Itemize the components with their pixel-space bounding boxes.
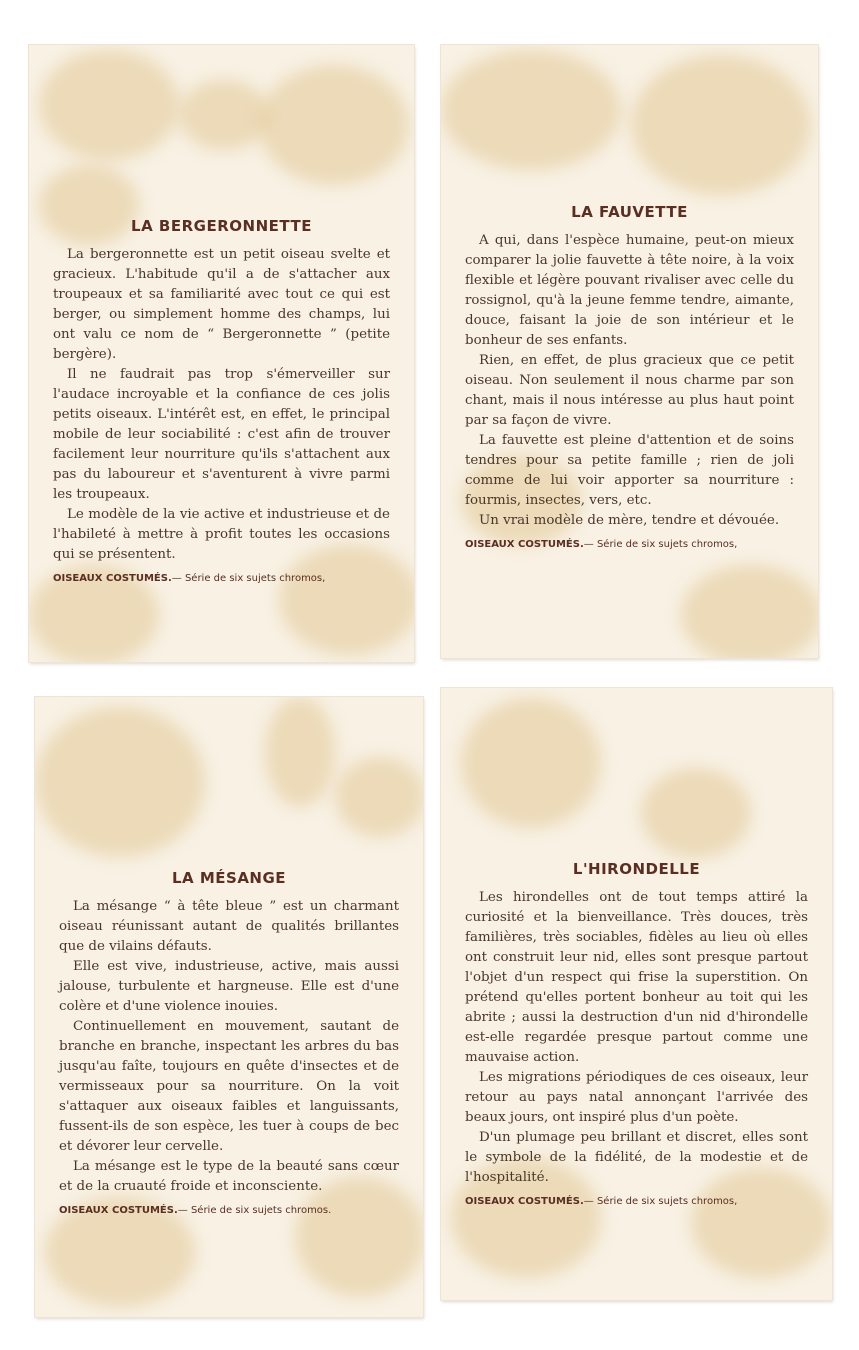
paragraph: Le modèle de la vie active et industrieuse et de l'habileté à mettre à profit toutes les occasions qui se présentent. (53, 507, 390, 562)
paragraph: Continuellement en mouvement, sautant de branche en branche, inspectant les arbres du bas jusqu'au faîte, toujours en quête d'insectes et de vermisseaux pour sa nourriture. On la voit s'attaquer aux oiseaux faibles et languissants, fussent-ils de son espèce, les tuer à coups de bec et dévorer leur cervelle. (59, 1019, 399, 1154)
paragraph: Rien, en effet, de plus gracieux que ce petit oiseau. Non seulement il nous charme par son chant, mais il nous intéresse au plus haut point par sa façon de vivre. (465, 353, 794, 428)
paragraph: Les hirondelles ont de tout temps attiré la curiosité et la bienveillance. Très douces, très familières, très sociables, fidèles au lieu où elles ont construit leur nid, elles sont presque partout l'objet d'un respect qui frise la superstition. On prétend qu'elles portent bonheur au toit qui les abrite ; aussi la destruction d'un nid d'hirondelle est-elle regardée presque partout comme une mauvaise action. (465, 890, 808, 1065)
footer-series: OISEAUX COSTUMÉS. (465, 539, 584, 550)
paragraph: Les migrations périodiques de ces oiseaux, leur retour au pays natal annonçant l'arrivée des beaux jours, ont inspiré plus d'un poète. (465, 1070, 808, 1125)
paragraph: La bergeronnette est un petit oiseau svelte et gracieux. L'habitude qu'il a de s'attacher aux troupeaux et sa familiarité avec tout ce qui est berger, ou simplement homme des champs, lui ont valu ce nom de “ Bergeronnette ” (petite bergère). (53, 247, 390, 362)
paragraph: Il ne faudrait pas trop s'émerveiller sur l'audace incroyable et la confiance de ces jolis petits oiseaux. L'intérêt est, en effet, le principal mobile de leur sociabilité : c'est afin de trouver facilement leur nourriture qu'ils s'attachent aux pas du laboureur et s'aventurent à vivre parmi les troupeaux. (53, 367, 390, 502)
card-footer (465, 539, 794, 550)
footer-series-note: — Série de six sujets chromos. (177, 1205, 332, 1216)
card-bergeronnette (29, 45, 414, 662)
footer-series-note: — Série de six sujets chromos, (171, 573, 326, 584)
footer-series-note: — Série de six sujets chromos, (583, 539, 738, 550)
card-body (35, 869, 423, 1216)
paragraph: La fauvette est pleine d'attention et de soins tendres pour sa petite famille ; rien de joli comme de lui voir apporter sa nourriture : fourmis, insectes, vers, etc. (465, 433, 794, 508)
paragraph: Un vrai modèle de mère, tendre et dévouée. (479, 513, 780, 528)
card-body (29, 217, 414, 584)
card-footer (465, 1196, 808, 1207)
card-hirondelle (441, 688, 832, 1300)
paragraph: Elle est vive, industrieuse, active, mais aussi jalouse, turbulente et hargneuse. Elle est d'une colère et d'une violence inouies. (59, 959, 399, 1014)
card-body (441, 203, 818, 550)
paragraph: La mésange est le type de la beauté sans cœur et de la cruauté froide et inconsciente. (59, 1159, 399, 1194)
card-mesange (35, 697, 423, 1317)
paragraph: La mésange “ à tête bleue ” est un charmant oiseau réunissant autant de qualités brillantes que de vilains défauts. (59, 899, 399, 954)
footer-series: OISEAUX COSTUMÉS. (59, 1205, 178, 1216)
footer-series: OISEAUX COSTUMÉS. (53, 573, 172, 584)
footer-series-note: — Série de six sujets chromos, (583, 1196, 738, 1207)
card-title: LA MÉSANGE (171, 869, 287, 887)
card-title: L'HIRONDELLE (572, 860, 701, 878)
card-title: LA BERGERONNETTE (131, 217, 312, 235)
paragraph: A qui, dans l'espèce humaine, peut-on mieux comparer la jolie fauvette à tête noire, à la voix flexible et légère pouvant rivaliser avec celle du rossignol, qu'à la jeune femme tendre, aimante, douce, faisant la joie de son intérieur et le bonheur de ses enfants. (465, 233, 794, 348)
card-footer (59, 1205, 399, 1216)
card-title: LA FAUVETTE (571, 203, 688, 221)
paragraph: D'un plumage peu brillant et discret, elles sont le symbole de la fidélité, de la modestie et de l'hospitalité. (465, 1130, 808, 1185)
card-body (441, 860, 832, 1207)
card-footer (53, 573, 390, 584)
footer-series: OISEAUX COSTUMÉS. (465, 1196, 584, 1207)
card-fauvette (441, 45, 818, 658)
